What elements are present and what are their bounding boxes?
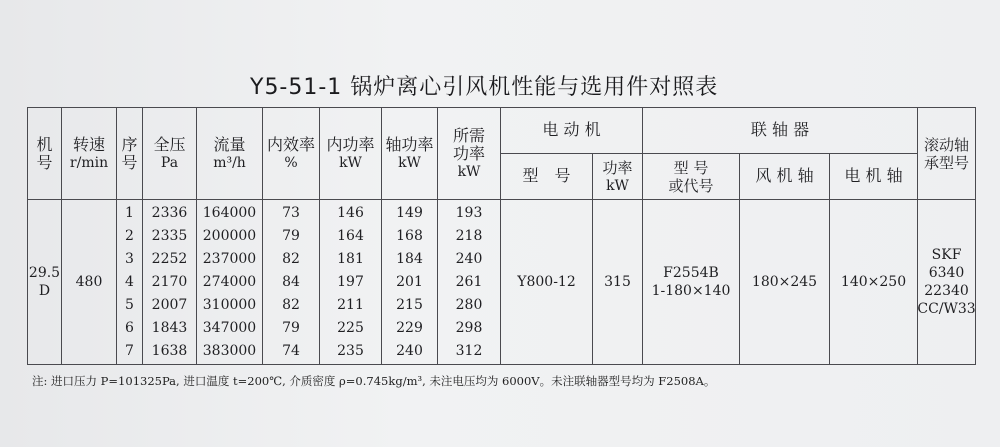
header-internal-power: 内功率 kW xyxy=(320,108,382,200)
header-motor-model: 型 号 xyxy=(501,154,593,200)
header-coupling: 联 轴 器 xyxy=(643,108,918,154)
header-required-power: 所需 功率 kW xyxy=(438,108,501,200)
header-motor: 电 动 机 xyxy=(501,108,643,154)
header-internal-efficiency: 内效率 % xyxy=(263,108,320,200)
header-motor-power: 功率 kW xyxy=(593,154,643,200)
header-machine-no: 机 号 xyxy=(28,108,62,200)
header-seq: 序 号 xyxy=(117,108,143,200)
flow-cell: 164000 200000 237000 274000 310000 347000 383000 xyxy=(197,200,263,365)
header-speed: 转速 r/min xyxy=(62,108,117,200)
header-total-pressure: 全压 Pa xyxy=(143,108,197,200)
internal-power-cell: 146 164 181 197 211 225 235 xyxy=(320,200,382,365)
pressure-cell: 2336 2335 2252 2170 2007 1843 1638 xyxy=(143,200,197,365)
required-power-cell: 193 218 240 261 280 298 312 xyxy=(438,200,501,365)
bearing-cell: SKF 6340 22340 CC/W33 xyxy=(918,200,976,365)
machine-no-cell: 29.5 D xyxy=(28,200,62,365)
table-title: Y5-51-1 锅炉离心引风机性能与选用件对照表 xyxy=(250,75,719,100)
motor-shaft-cell: 140×250 xyxy=(830,200,918,365)
header-motor-shaft: 电 机 轴 xyxy=(830,154,918,200)
performance-table xyxy=(27,107,976,365)
seq-cell: 1 2 3 4 5 6 7 xyxy=(117,200,143,365)
shaft-power-cell: 149 168 184 201 215 229 240 xyxy=(382,200,438,365)
coupling-model-cell: F2554B 1-180×140 xyxy=(643,200,740,365)
header-row-1 xyxy=(28,108,976,154)
footnote: 注: 进口压力 P=101325Pa, 进口温度 t=200℃, 介质密度 ρ=0.745kg/m³, 未注电压均为 6000V。未注联轴器型号均为 F2508A。 xyxy=(32,374,716,388)
header-coupling-model: 型 号 或代号 xyxy=(643,154,740,200)
data-row xyxy=(28,200,976,365)
efficiency-cell: 73 79 82 84 82 79 74 xyxy=(263,200,320,365)
header-bearing: 滚动轴 承型号 xyxy=(918,108,976,200)
motor-power-cell: 315 xyxy=(593,200,643,365)
fan-shaft-cell: 180×245 xyxy=(740,200,830,365)
motor-model-cell: Y800-12 xyxy=(501,200,593,365)
header-shaft-power: 轴功率 kW xyxy=(382,108,438,200)
header-flow: 流量 m³/h xyxy=(197,108,263,200)
speed-cell: 480 xyxy=(62,200,117,365)
header-fan-shaft: 风 机 轴 xyxy=(740,154,830,200)
